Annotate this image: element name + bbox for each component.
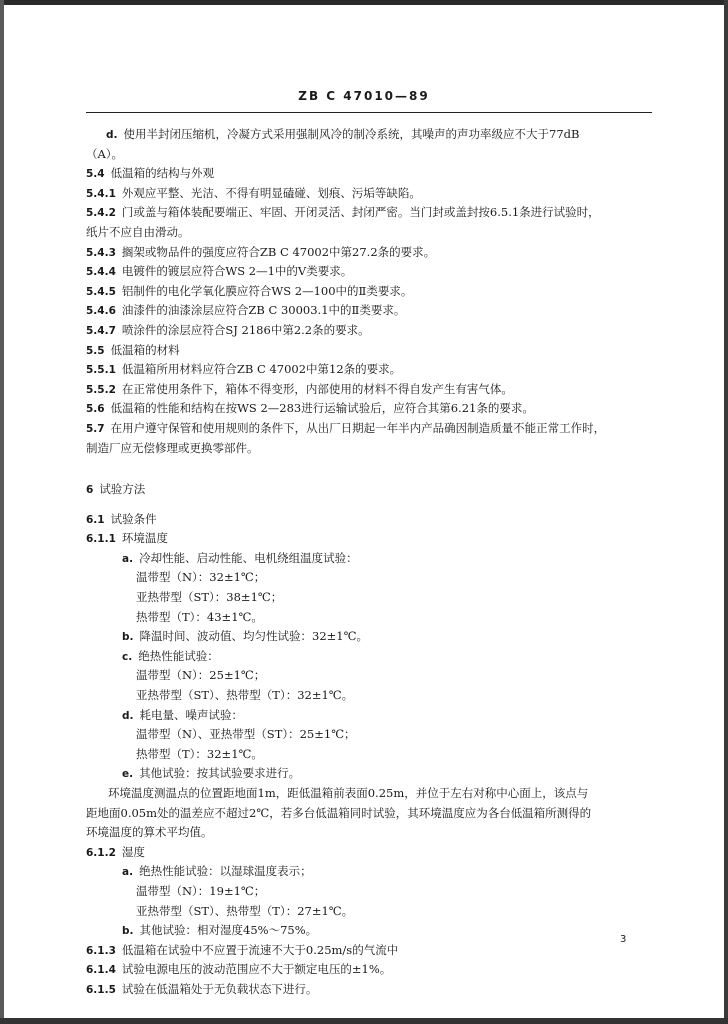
item-6-1-2-b: b. 其他试验：相对湿度45%～75%。 xyxy=(122,923,318,938)
clause-5-4-6: 5.4.6 油漆件的油漆涂层应符合ZB C 30003.1中的Ⅱ类要求。 xyxy=(86,303,406,318)
page-number: 3 xyxy=(620,934,627,945)
scan-edge-bottom xyxy=(0,1018,728,1024)
item-6-1-2-a: a. 绝热性能试验：以湿球温度表示； xyxy=(122,864,312,879)
clause-5-5-2: 5.5.2 在正常使用条件下，箱体不得变形，内部使用的材料不得自发产生有害气体。 xyxy=(86,381,513,396)
heading-5-5: 5.5 低温箱的材料 xyxy=(86,342,180,357)
clause-5-4-1: 5.4.1 外观应平整、光洁、不得有明显磕碰、划痕、污垢等缺陷。 xyxy=(86,185,421,200)
item-6-1-2-a-n: 温带型（N）：19±1℃； xyxy=(136,883,266,898)
heading-6: 6 试验方法 xyxy=(86,482,146,497)
clause-5-4-7: 5.4.7 喷涂件的涂层应符合SJ 2186中第2.2条的要求。 xyxy=(86,322,370,337)
header-rule xyxy=(86,112,652,113)
clause-6-1-4: 6.1.4 试验电源电压的波动范围应不大于额定电压的±1%。 xyxy=(86,962,392,977)
para-measure-point-cont-1: 距地面0.05m处的温差应不超过2℃，若多台低温箱同时试验，其环境温度应为各台低温箱所测得的 xyxy=(86,805,592,820)
item-6-1-1-d-t: 热带型（T）：32±1℃。 xyxy=(136,746,263,761)
item-6-1-1-b: b. 降温时间、波动值、均匀性试验：32±1℃。 xyxy=(122,629,368,644)
item-6-1-1-a-st: 亚热带型（ST）：38±1℃； xyxy=(136,590,283,605)
heading-6-1: 6.1 试验条件 xyxy=(86,511,157,526)
heading-6-1-2: 6.1.2 湿度 xyxy=(86,844,145,859)
item-6-1-1-c-n: 温带型（N）：25±1℃； xyxy=(136,668,266,683)
scan-edge-right xyxy=(724,0,728,1024)
clause-5-4-2-cont: 纸片不应自由滑动。 xyxy=(86,224,190,239)
heading-6-1-1: 6.1.1 环境温度 xyxy=(86,531,168,546)
para-measure-point-cont-2: 环境温度的算术平均值。 xyxy=(86,825,213,840)
clause-6-1-3: 6.1.3 低温箱在试验中不应置于流速不大于0.25m/s的气流中 xyxy=(86,942,399,957)
clause-5-5-1: 5.5.1 低温箱所用材料应符合ZB C 47002中第12条的要求。 xyxy=(86,362,402,377)
clause-5-4-5: 5.4.5 铝制件的电化学氧化膜应符合WS 2—100中的Ⅱ类要求。 xyxy=(86,283,413,298)
scan-edge-left xyxy=(0,0,4,1024)
item-6-1-1-d: d. 耗电量、噪声试验： xyxy=(122,707,244,722)
clause-5-4-2: 5.4.2 门或盖与箱体装配要端正、牢固、开闭灵活、封闭严密。当门封或盖封按6.5.1条进行试验时， xyxy=(86,205,600,220)
item-6-1-1-a-n: 温带型（N）：32±1℃； xyxy=(136,570,266,585)
document-body xyxy=(86,125,652,1000)
para-measure-point: 环境温度测温点的位置距地面1m，距低温箱前表面0.25m，并位于左右对称中心面上，该点与 xyxy=(108,786,589,800)
clause-6-1-5: 6.1.5 试验在低温箱处于无负载状态下进行。 xyxy=(86,981,318,996)
item-6-1-1-c-st-t: 亚热带型（ST）、热带型（T）：32±1℃。 xyxy=(136,688,354,703)
standard-code: ZB C 47010—89 xyxy=(298,89,430,103)
line-5-3-d: d. 使用半封闭压缩机，冷凝方式采用强制风冷的制冷系统，其噪声的声功率级应不大于77dB xyxy=(106,127,580,141)
clause-5-4-4: 5.4.4 电镀件的镀层应符合WS 2—1中的V类要求。 xyxy=(86,264,353,279)
scan-edge-top xyxy=(0,0,728,5)
item-6-1-1-d-n-st: 温带型（N）、亚热带型（ST）：25±1℃； xyxy=(136,727,356,742)
heading-5-4: 5.4 低温箱的结构与外观 xyxy=(86,166,215,181)
clause-5-6: 5.6 低温箱的性能和结构在按WS 2—283进行运输试验后，应符合其第6.21条的要求。 xyxy=(86,401,534,416)
item-6-1-1-e: e. 其他试验：按其试验要求进行。 xyxy=(122,766,301,781)
item-6-1-1-a-t: 热带型（T）：43±1℃。 xyxy=(136,609,263,624)
line-5-3-d-cont: （A）。 xyxy=(86,146,124,161)
item-6-1-1-a: a. 冷却性能、启动性能、电机绕组温度试验： xyxy=(122,550,358,565)
clause-5-4-3: 5.4.3 搁架或物品件的强度应符合ZB C 47002中第27.2条的要求。 xyxy=(86,244,436,259)
item-6-1-1-c: c. 绝热性能试验： xyxy=(122,648,219,663)
item-6-1-2-a-st-t: 亚热带型（ST）、热带型（T）：27±1℃。 xyxy=(136,903,354,918)
clause-5-7-cont: 制造厂应无偿修理或更换零部件。 xyxy=(86,440,259,455)
clause-5-7: 5.7 在用户遵守保管和使用规则的条件下，从出厂日期起一年半内产品确因制造质量不能正常工作时， xyxy=(86,420,606,435)
